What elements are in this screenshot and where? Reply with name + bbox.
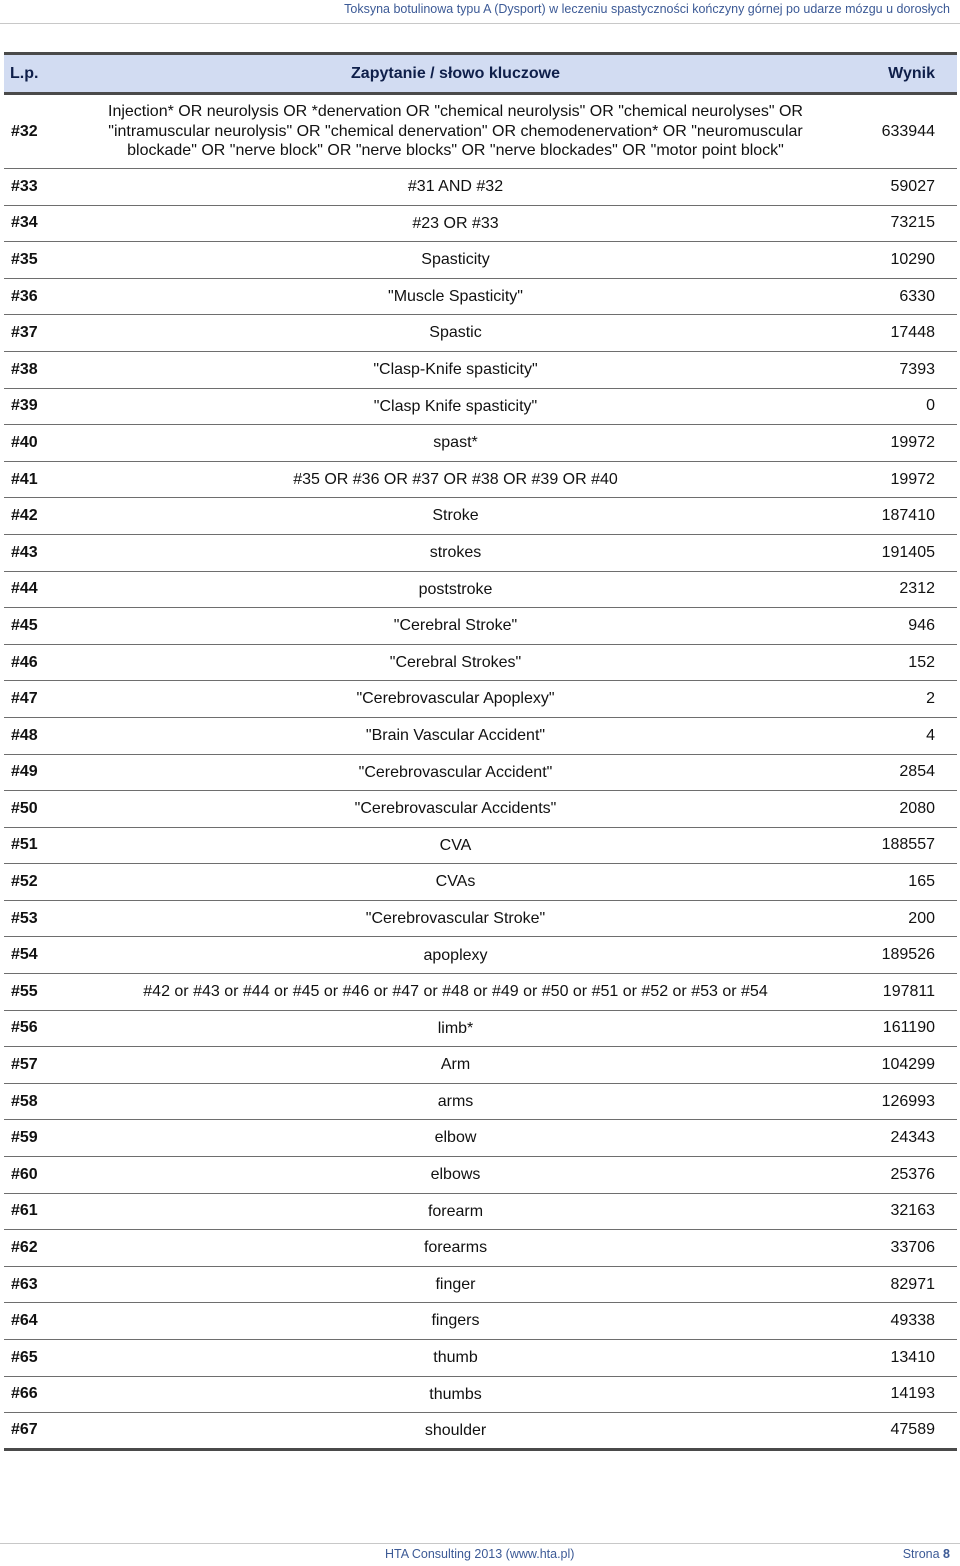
row-query-cell: CVA	[76, 827, 835, 864]
table-row	[4, 791, 957, 828]
row-query-cell: Stroke	[76, 498, 835, 535]
row-result-cell: 200	[835, 900, 957, 937]
row-lp-cell: #59	[4, 1120, 76, 1157]
row-lp-cell: #35	[4, 242, 76, 279]
row-result-cell: 946	[835, 608, 957, 645]
row-query-cell: shoulder	[76, 1413, 835, 1450]
table-row	[4, 974, 957, 1011]
row-result-cell: 165	[835, 864, 957, 901]
row-result-cell: 33706	[835, 1230, 957, 1267]
row-lp-cell: #64	[4, 1303, 76, 1340]
column-header-query: Zapytanie / słowo kluczowe	[76, 54, 835, 94]
row-query-cell: #35 OR #36 OR #37 OR #38 OR #39 OR #40	[76, 461, 835, 498]
row-lp-cell: #51	[4, 827, 76, 864]
row-result-cell: 19972	[835, 425, 957, 462]
row-query-cell: strokes	[76, 534, 835, 571]
header-divider	[0, 23, 960, 24]
table-row	[4, 1010, 957, 1047]
footer-page-number: 8	[943, 1547, 950, 1561]
table-row	[4, 1120, 957, 1157]
row-lp-cell: #58	[4, 1083, 76, 1120]
table-row	[4, 1083, 957, 1120]
table-row	[4, 1413, 957, 1450]
row-result-cell: 14193	[835, 1376, 957, 1413]
table-row	[4, 425, 957, 462]
row-result-cell: 2312	[835, 571, 957, 608]
row-query-cell: Spastic	[76, 315, 835, 352]
column-header-result: Wynik	[835, 54, 957, 94]
row-result-cell: 2080	[835, 791, 957, 828]
row-result-cell: 152	[835, 644, 957, 681]
table-row	[4, 1193, 957, 1230]
row-lp-cell: #55	[4, 974, 76, 1011]
table-row	[4, 1340, 957, 1377]
row-lp-cell: #39	[4, 388, 76, 425]
footer-source[interactable]: HTA Consulting 2013 (www.hta.pl)	[385, 1547, 575, 1561]
table-row	[4, 498, 957, 535]
row-result-cell: 32163	[835, 1193, 957, 1230]
row-lp-cell: #56	[4, 1010, 76, 1047]
row-lp-cell: #42	[4, 498, 76, 535]
table-row	[4, 242, 957, 279]
row-query-cell: finger	[76, 1266, 835, 1303]
row-query-cell: "Cerebrovascular Apoplexy"	[76, 681, 835, 718]
row-result-cell: 73215	[835, 205, 957, 242]
row-result-cell: 47589	[835, 1413, 957, 1450]
row-lp-cell: #66	[4, 1376, 76, 1413]
row-lp-cell: #46	[4, 644, 76, 681]
table-row	[4, 461, 957, 498]
row-query-cell: thumbs	[76, 1376, 835, 1413]
footer-divider	[0, 1543, 960, 1544]
table-row	[4, 1157, 957, 1194]
table-body	[4, 94, 957, 1450]
row-query-cell: Spasticity	[76, 242, 835, 279]
row-lp-cell: #60	[4, 1157, 76, 1194]
row-query-cell: #42 or #43 or #44 or #45 or #46 or #47 or #48 or #49 or #50 or #51 or #52 or #53 or #54	[76, 974, 835, 1011]
row-result-cell: 197811	[835, 974, 957, 1011]
row-result-cell: 2	[835, 681, 957, 718]
row-result-cell: 0	[835, 388, 957, 425]
table-row	[4, 571, 957, 608]
row-query-cell: thumb	[76, 1340, 835, 1377]
row-result-cell: 633944	[835, 94, 957, 169]
row-lp-cell: #50	[4, 791, 76, 828]
page-header-title: Toksyna botulinowa typu A (Dysport) w leczeniu spastyczności kończyny górnej po udarze mózgu u dorosłych	[344, 2, 950, 16]
row-result-cell: 25376	[835, 1157, 957, 1194]
row-result-cell: 59027	[835, 169, 957, 206]
table-row	[4, 1266, 957, 1303]
row-query-cell: "Clasp-Knife spasticity"	[76, 351, 835, 388]
table-row	[4, 900, 957, 937]
table-row	[4, 608, 957, 645]
row-result-cell: 6330	[835, 278, 957, 315]
table-row	[4, 1376, 957, 1413]
row-lp-cell: #43	[4, 534, 76, 571]
row-result-cell: 10290	[835, 242, 957, 279]
row-result-cell: 82971	[835, 1266, 957, 1303]
table-row	[4, 388, 957, 425]
row-lp-cell: #45	[4, 608, 76, 645]
row-query-cell: Arm	[76, 1047, 835, 1084]
row-lp-cell: #49	[4, 754, 76, 791]
row-lp-cell: #63	[4, 1266, 76, 1303]
row-query-cell: "Clasp Knife spasticity"	[76, 388, 835, 425]
row-query-cell: fingers	[76, 1303, 835, 1340]
row-result-cell: 4	[835, 717, 957, 754]
row-lp-cell: #52	[4, 864, 76, 901]
row-result-cell: 49338	[835, 1303, 957, 1340]
row-query-cell: "Cerebrovascular Accidents"	[76, 791, 835, 828]
table-row	[4, 169, 957, 206]
footer-page-label: Strona	[902, 1547, 940, 1561]
table-row	[4, 278, 957, 315]
row-lp-cell: #36	[4, 278, 76, 315]
row-lp-cell: #44	[4, 571, 76, 608]
row-result-cell: 17448	[835, 315, 957, 352]
row-query-cell: "Muscle Spasticity"	[76, 278, 835, 315]
row-result-cell: 188557	[835, 827, 957, 864]
row-query-cell: Injection* OR neurolysis OR *denervation OR "chemical neurolysis" OR "chemical neurolyses" OR "intramuscular neurolysis" OR "chemical denervation" OR chemodenervation* OR "neuromuscular blockade" OR "nerve block" OR "nerve blocks" OR "nerve blockades" OR "motor point block"	[76, 94, 835, 169]
row-lp-cell: #65	[4, 1340, 76, 1377]
table-row	[4, 205, 957, 242]
row-lp-cell: #32	[4, 94, 76, 169]
row-lp-cell: #57	[4, 1047, 76, 1084]
row-query-cell: "Cerebrovascular Accident"	[76, 754, 835, 791]
row-lp-cell: #62	[4, 1230, 76, 1267]
table-row	[4, 1047, 957, 1084]
table-row	[4, 827, 957, 864]
row-lp-cell: #38	[4, 351, 76, 388]
row-result-cell: 7393	[835, 351, 957, 388]
table-row	[4, 717, 957, 754]
row-query-cell: forearms	[76, 1230, 835, 1267]
search-strategy-table	[4, 52, 957, 1451]
row-result-cell: 161190	[835, 1010, 957, 1047]
row-lp-cell: #53	[4, 900, 76, 937]
row-query-cell: elbows	[76, 1157, 835, 1194]
row-query-cell: #31 AND #32	[76, 169, 835, 206]
row-lp-cell: #41	[4, 461, 76, 498]
row-lp-cell: #54	[4, 937, 76, 974]
row-result-cell: 191405	[835, 534, 957, 571]
row-query-cell: "Cerebral Stroke"	[76, 608, 835, 645]
table-row	[4, 351, 957, 388]
row-lp-cell: #47	[4, 681, 76, 718]
row-query-cell: forearm	[76, 1193, 835, 1230]
footer-page-indicator	[903, 1547, 950, 1561]
row-lp-cell: #40	[4, 425, 76, 462]
table-row	[4, 937, 957, 974]
row-query-cell: CVAs	[76, 864, 835, 901]
row-query-cell: spast*	[76, 425, 835, 462]
row-lp-cell: #34	[4, 205, 76, 242]
row-lp-cell: #37	[4, 315, 76, 352]
row-lp-cell: #48	[4, 717, 76, 754]
row-query-cell: "Brain Vascular Accident"	[76, 717, 835, 754]
row-lp-cell: #67	[4, 1413, 76, 1450]
row-query-cell: #23 OR #33	[76, 205, 835, 242]
table-row	[4, 534, 957, 571]
row-query-cell: apoplexy	[76, 937, 835, 974]
table-row	[4, 1303, 957, 1340]
row-query-cell: "Cerebrovascular Stroke"	[76, 900, 835, 937]
row-result-cell: 187410	[835, 498, 957, 535]
row-result-cell: 2854	[835, 754, 957, 791]
row-query-cell: elbow	[76, 1120, 835, 1157]
row-query-cell: arms	[76, 1083, 835, 1120]
row-query-cell: poststroke	[76, 571, 835, 608]
row-result-cell: 189526	[835, 937, 957, 974]
row-result-cell: 104299	[835, 1047, 957, 1084]
table-row	[4, 681, 957, 718]
column-header-lp: L.p.	[4, 54, 76, 94]
table-row	[4, 1230, 957, 1267]
table-row	[4, 864, 957, 901]
table-row	[4, 94, 957, 169]
row-result-cell: 13410	[835, 1340, 957, 1377]
table-row	[4, 754, 957, 791]
row-lp-cell: #61	[4, 1193, 76, 1230]
row-query-cell: "Cerebral Strokes"	[76, 644, 835, 681]
row-result-cell: 24343	[835, 1120, 957, 1157]
row-result-cell: 19972	[835, 461, 957, 498]
table-row	[4, 315, 957, 352]
table-header-row	[4, 54, 957, 94]
row-query-cell: limb*	[76, 1010, 835, 1047]
row-result-cell: 126993	[835, 1083, 957, 1120]
row-lp-cell: #33	[4, 169, 76, 206]
table-row	[4, 644, 957, 681]
page-footer	[0, 1547, 960, 1565]
